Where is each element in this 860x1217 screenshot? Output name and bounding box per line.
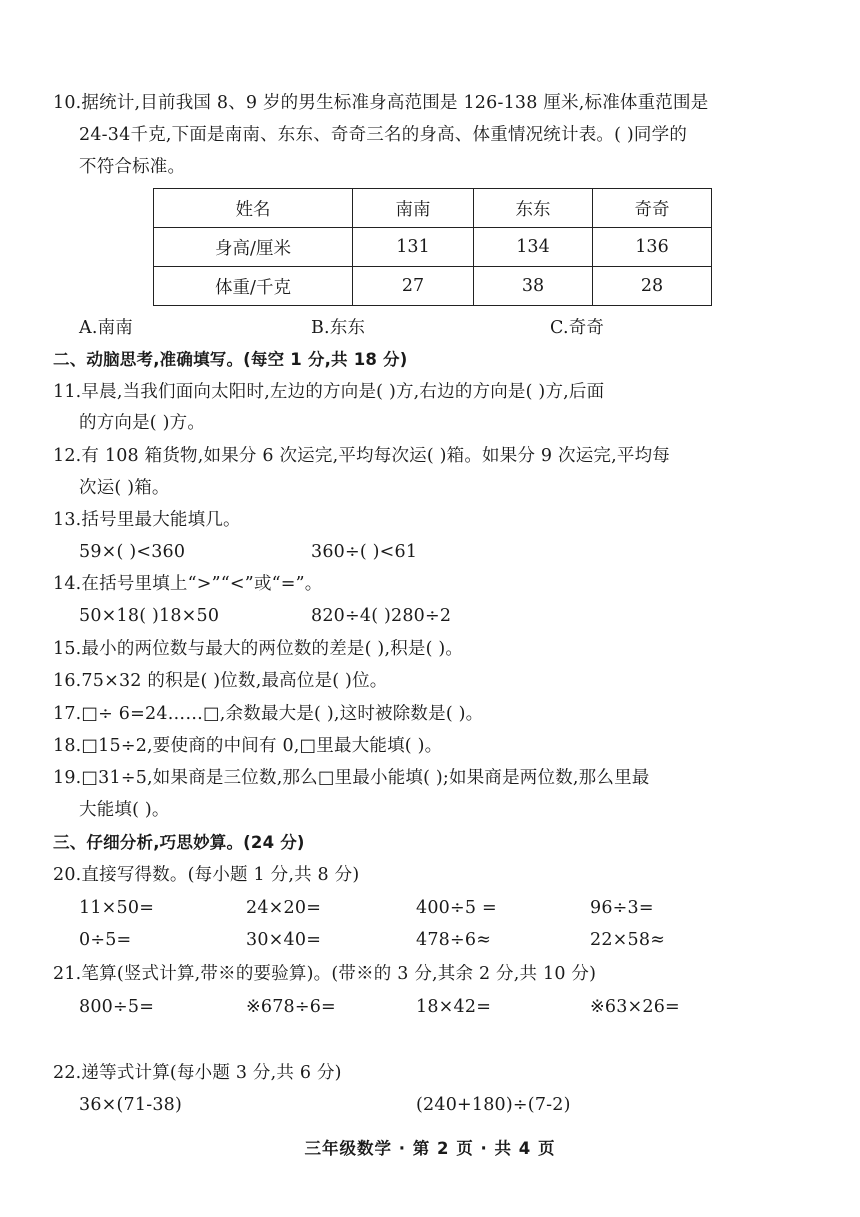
section-3-heading: 三、仔细分析,巧思妙算。(24 分)	[53, 833, 305, 852]
q20-item: 96÷3=	[590, 898, 654, 918]
q10-line-3: 不符合标准。	[79, 157, 186, 177]
table-header-cell: 奇奇	[593, 189, 712, 228]
page-footer: 三年级数学 · 第 2 页 · 共 4 页	[304, 1139, 556, 1158]
q14-line-1: 14.在括号里填上“>”“<”或“=”。	[53, 574, 323, 594]
q17: 17.□÷ 6=24……□,余数最大是( ),这时被除数是( )。	[53, 704, 484, 724]
q20-item: 30×40=	[246, 930, 322, 950]
table-cell: 131	[353, 228, 474, 267]
table-header-cell: 南南	[353, 189, 474, 228]
q21-item: ※678÷6=	[246, 997, 336, 1017]
table-cell: 27	[353, 267, 474, 306]
table-cell: 38	[474, 267, 593, 306]
q13-item-2: 360÷( )<61	[311, 542, 418, 562]
q18: 18.□15÷2,要使商的中间有 0,□里最大能填( )。	[53, 736, 443, 756]
q19-line-2: 大能填( )。	[79, 800, 170, 820]
q21-title: 21.笔算(竖式计算,带※的要验算)。(带※的 3 分,其余 2 分,共 10 分)	[53, 964, 597, 984]
q20-item: 11×50=	[79, 898, 155, 918]
section-2-heading: 二、动脑思考,准确填写。(每空 1 分,共 18 分)	[53, 350, 408, 369]
q10-option-c: C.奇奇	[550, 318, 605, 338]
q12-line-2: 次运( )箱。	[79, 478, 170, 498]
q20-item: 478÷6≈	[416, 930, 492, 950]
table-header-row	[154, 189, 712, 228]
q11-line-2: 的方向是( )方。	[79, 413, 206, 433]
table-cell: 体重/千克	[154, 267, 353, 306]
table-header-cell: 东东	[474, 189, 593, 228]
q13-line-1: 13.括号里最大能填几。	[53, 510, 241, 530]
q14-item-2: 820÷4( )280÷2	[311, 606, 452, 626]
table-cell: 28	[593, 267, 712, 306]
q21-item: 18×42=	[416, 997, 492, 1017]
q20-title: 20.直接写得数。(每小题 1 分,共 8 分)	[53, 865, 360, 885]
q20-item: 400÷5 =	[416, 898, 497, 918]
table-row	[154, 228, 712, 267]
q16: 16.75×32 的积是( )位数,最高位是( )位。	[53, 671, 388, 691]
q13-item-1: 59×( )<360	[79, 542, 186, 562]
q22-item: (240+180)÷(7-2)	[416, 1095, 571, 1115]
table-header-cell: 姓名	[154, 189, 353, 228]
table-cell: 134	[474, 228, 593, 267]
q20-item: 24×20=	[246, 898, 322, 918]
q10-option-a: A.南南	[79, 318, 134, 338]
table-row	[154, 267, 712, 306]
table-cell: 身高/厘米	[154, 228, 353, 267]
height-weight-table	[153, 188, 712, 306]
q20-item: 0÷5=	[79, 930, 132, 950]
q10-line-2: 24-34千克,下面是南南、东东、奇奇三名的身高、体重情况统计表。( )同学的	[79, 125, 688, 145]
table-cell: 136	[593, 228, 712, 267]
q10-line-1: 10.据统计,目前我国 8、9 岁的男生标准身高范围是 126-138 厘米,标准体重范围是	[53, 93, 709, 113]
q22-item: 36×(71-38)	[79, 1095, 183, 1115]
q21-item: ※63×26=	[590, 997, 680, 1017]
q22-title: 22.递等式计算(每小题 3 分,共 6 分)	[53, 1063, 342, 1083]
q12-line-1: 12.有 108 箱货物,如果分 6 次运完,平均每次运( )箱。如果分 9 次运完,平均每	[53, 446, 670, 466]
q10-option-b: B.东东	[311, 318, 366, 338]
q14-item-1: 50×18( )18×50	[79, 606, 220, 626]
q20-item: 22×58≈	[590, 930, 666, 950]
q11-line-1: 11.早晨,当我们面向太阳时,左边的方向是( )方,右边的方向是( )方,后面	[53, 382, 605, 402]
q21-item: 800÷5=	[79, 997, 155, 1017]
q19-line-1: 19.□31÷5,如果商是三位数,那么□里最小能填( );如果商是两位数,那么里最	[53, 768, 650, 788]
q15: 15.最小的两位数与最大的两位数的差是( ),积是( )。	[53, 639, 464, 659]
